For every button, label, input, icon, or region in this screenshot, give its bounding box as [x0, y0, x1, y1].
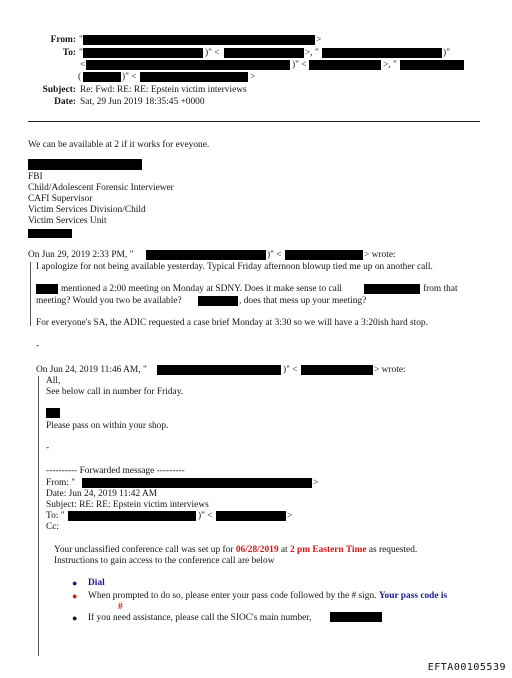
reply2-pass: Please pass on within your shop.: [46, 421, 169, 431]
from-label: From:: [50, 35, 76, 45]
redaction-to-7: [83, 72, 121, 82]
bullet-assist: If you need assistance, please call the SIOC's main number,: [88, 613, 312, 623]
conference-line-1b: at: [278, 545, 290, 555]
reply1-p2c: meeting? Would you two be available?: [36, 296, 182, 306]
redaction-reply2-name: [157, 365, 281, 375]
bullet-dot-3: ●: [72, 613, 78, 623]
reply2-intro-a: On Jun 24, 2019 11:46 AM, ": [36, 365, 147, 375]
bates-number: EFTA00105539: [427, 662, 506, 673]
forwarded-subject: Subject: RE: RE: Epstein victim interviews: [46, 500, 209, 510]
date-value: Sat, 29 Jun 2019 18:35:45 +0000: [80, 97, 205, 107]
to-sep-8: )" <: [122, 72, 137, 82]
redaction-reply1-email: [285, 250, 363, 260]
bullet-dot-1: ●: [72, 578, 78, 588]
signature-line-4: Victim Services Division/Child: [28, 205, 146, 215]
to-sep-4: <: [80, 60, 86, 70]
conference-line-1a: Your unclassified conference call was set up for: [54, 545, 236, 555]
to-sep-3: )": [443, 48, 450, 58]
signature-line-2: Child/Adolescent Forensic Interviewer: [28, 183, 174, 193]
forwarded-cc: Cc:: [46, 522, 60, 532]
reply1-dash: -: [36, 341, 40, 351]
reply1-p1: I apologize for not being available yesterday. Typical Friday afternoon blowup tied me up on another call.: [36, 262, 433, 272]
redaction-sender-name: [28, 159, 142, 170]
reply2-intro-c: > wrote:: [374, 365, 406, 375]
bullet-dot-2: ●: [72, 591, 78, 601]
redaction-reply1-p2-name: [36, 284, 58, 294]
to-label: To:: [62, 48, 76, 58]
bullet-passcode: [88, 591, 447, 602]
redaction-reply1-p2-end: [198, 296, 238, 306]
conference-line-1c: as requested.: [366, 545, 418, 555]
bullet-dial: Dial: [88, 578, 105, 588]
quote-bar-2: [38, 376, 39, 656]
body-line-1: We can be available at 2 if it works for eveyone.: [28, 140, 210, 150]
forwarded-to-label: To: ": [46, 511, 65, 521]
from-value: ": [79, 35, 83, 45]
redaction-from: [83, 35, 315, 45]
redaction-to-8: [140, 72, 248, 82]
forwarded-to-mid: )" <: [198, 511, 213, 521]
reply1-intro-b: )" <: [267, 250, 282, 260]
redaction-reply1-name: [146, 250, 266, 260]
header-divider: [28, 121, 480, 122]
reply2-line: See below call in number for Friday.: [46, 387, 184, 397]
redaction-to-1: [83, 48, 203, 58]
reply1-p2a: mentioned a 2:00 meeting on Monday at SDNY. Does it make sense to call: [61, 284, 343, 294]
redaction-reply2-name-2: [46, 408, 60, 418]
reply2-dash: -: [46, 443, 50, 453]
redaction-to-5: [309, 60, 381, 70]
to-sep-2: >, ": [305, 48, 319, 58]
forwarded-to-tail: >: [287, 511, 293, 521]
forwarded-from-tail: >: [313, 478, 319, 488]
reply1-intro-c: > wrote:: [364, 250, 396, 260]
redaction-sioc-number: [330, 612, 382, 622]
signature-line-1: FBI: [28, 172, 43, 182]
bullet-passcode-b: Your pass code is: [378, 591, 448, 601]
redaction-to-2: [224, 48, 304, 58]
to-sep-5: )" <: [292, 60, 307, 70]
to-sep-7: (: [78, 72, 82, 82]
to-quote-1: ": [79, 48, 83, 58]
forwarded-marker: ---------- Forwarded message ---------: [46, 466, 185, 476]
redaction-forwarded-from: [82, 478, 312, 488]
signature-line-5: Victim Services Unit: [28, 216, 107, 226]
redaction-forwarded-to-name: [68, 511, 196, 521]
from-tail: >: [316, 35, 322, 45]
reply1-p2b: from that: [423, 284, 458, 294]
reply1-p2d: , does that mess up your meeting?: [239, 296, 367, 306]
to-sep-6: >, ": [383, 60, 397, 70]
forwarded-date: Date: Jun 24, 2019 11:42 AM: [46, 489, 158, 499]
redaction-reply1-p2-mid: [364, 284, 420, 294]
redaction-to-4: [86, 60, 290, 70]
conference-line-1: [54, 545, 417, 556]
conference-time: 2 pm Eastern Time: [290, 545, 367, 555]
bullet-passcode-hash: #: [118, 602, 123, 612]
quote-bar-1: [30, 262, 31, 326]
redaction-signature: [28, 229, 72, 238]
forwarded-from-label: From: ": [46, 478, 76, 488]
reply2-all: All,: [46, 376, 61, 386]
redaction-forwarded-to-email: [216, 511, 286, 521]
reply1-intro-a: On Jun 29, 2019 2:33 PM, ": [28, 250, 134, 260]
conference-date: 06/28/2019: [235, 545, 279, 555]
subject-value: Re: Fwd: RE: RE: Epstein victim interviews: [80, 85, 247, 95]
redaction-to-6: [400, 60, 464, 70]
reply2-intro-b: )" <: [283, 365, 298, 375]
to-sep-9: >: [250, 72, 256, 82]
date-label: Date:: [54, 97, 76, 107]
redaction-reply2-email: [301, 365, 373, 375]
signature-line-3: CAFI Supervisor: [28, 194, 93, 204]
subject-label: Subject:: [42, 85, 76, 95]
bullet-passcode-a: When prompted to do so, please enter your pass code followed by the # sign.: [88, 591, 379, 601]
redaction-to-3: [322, 48, 442, 58]
to-sep-1: )" <: [205, 48, 220, 58]
conference-line-2: Instructions to gain access to the conference call are below: [54, 556, 275, 566]
reply1-p3: For everyone's SA, the ADIC requested a case brief Monday at 3:30 so we will have a 3:20ish hard stop.: [36, 318, 428, 328]
